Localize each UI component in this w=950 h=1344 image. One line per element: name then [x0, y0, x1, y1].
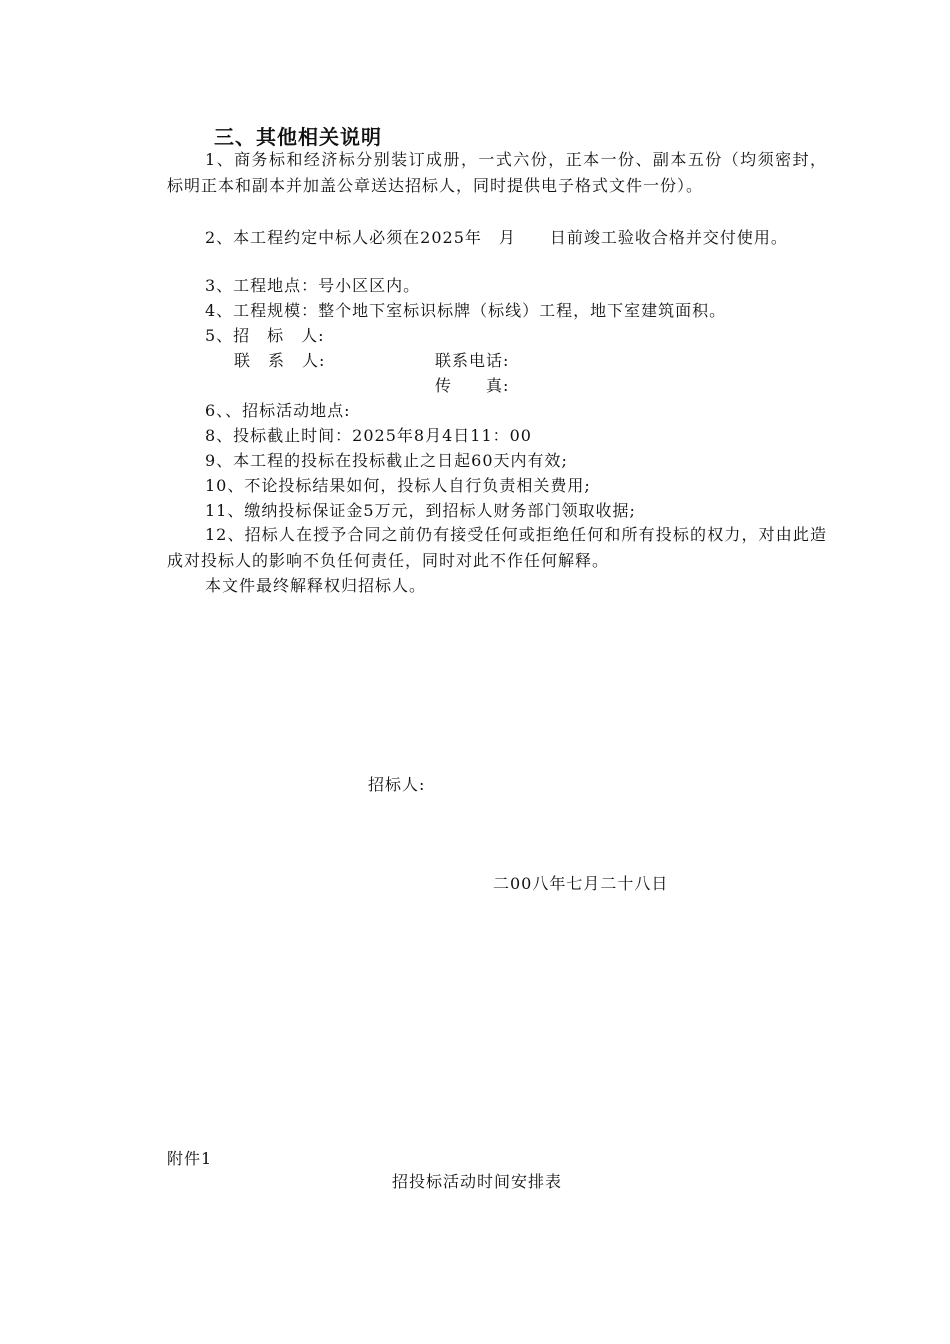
item-1: 1、商务标和经济标分别装订成册，一式六份，正本一份、副本五份（均须密封，标明正本和副本并加盖公章送达招标人，同时提供电子格式文件一份）。 [167, 150, 827, 195]
item-3: 3、工程地点：号小区区内。 [205, 276, 421, 295]
section-heading: 三、其他相关说明 [214, 125, 382, 149]
item-9: 9、本工程的投标在投标截止之日起60天内有效; [205, 451, 568, 470]
attachment-title: 招投标活动时间安排表 [392, 1172, 563, 1191]
signature-date: 二00八年七月二十八日 [493, 874, 669, 893]
signature-label: 招标人: [368, 775, 426, 794]
phone-label: 联系电话: [435, 351, 510, 370]
contact-label: 联 系 人: [234, 351, 326, 370]
attachment-label: 附件1 [167, 1149, 213, 1168]
item-2: 2、本工程约定中标人必须在2025年 月 日前竣工验收合格并交付使用。 [205, 228, 788, 247]
item-8: 8、投标截止时间：2025年8月4日11：00 [205, 426, 532, 445]
item-6: 6、、招标活动地点: [205, 401, 351, 420]
item-5: 5、招 标 人: [205, 326, 325, 345]
final-note: 本文件最终解释权归招标人。 [205, 576, 427, 595]
item-12: 12、招标人在授予合同之前仍有接受任何或拒绝任何和所有投标的权力，对由此造成对投标人的影响不负任何责任，同时对此不作任何解释。 [167, 525, 827, 570]
fax-label: 传 真: [435, 376, 510, 395]
item-11: 11、缴纳投标保证金5万元，到招标人财务部门领取收据; [205, 501, 636, 520]
item-4: 4、工程规模：整个地下室标识标牌（标线）工程，地下室建筑面积。 [205, 301, 727, 320]
item-10: 10、不论投标结果如何，投标人自行负责相关费用; [205, 476, 591, 495]
